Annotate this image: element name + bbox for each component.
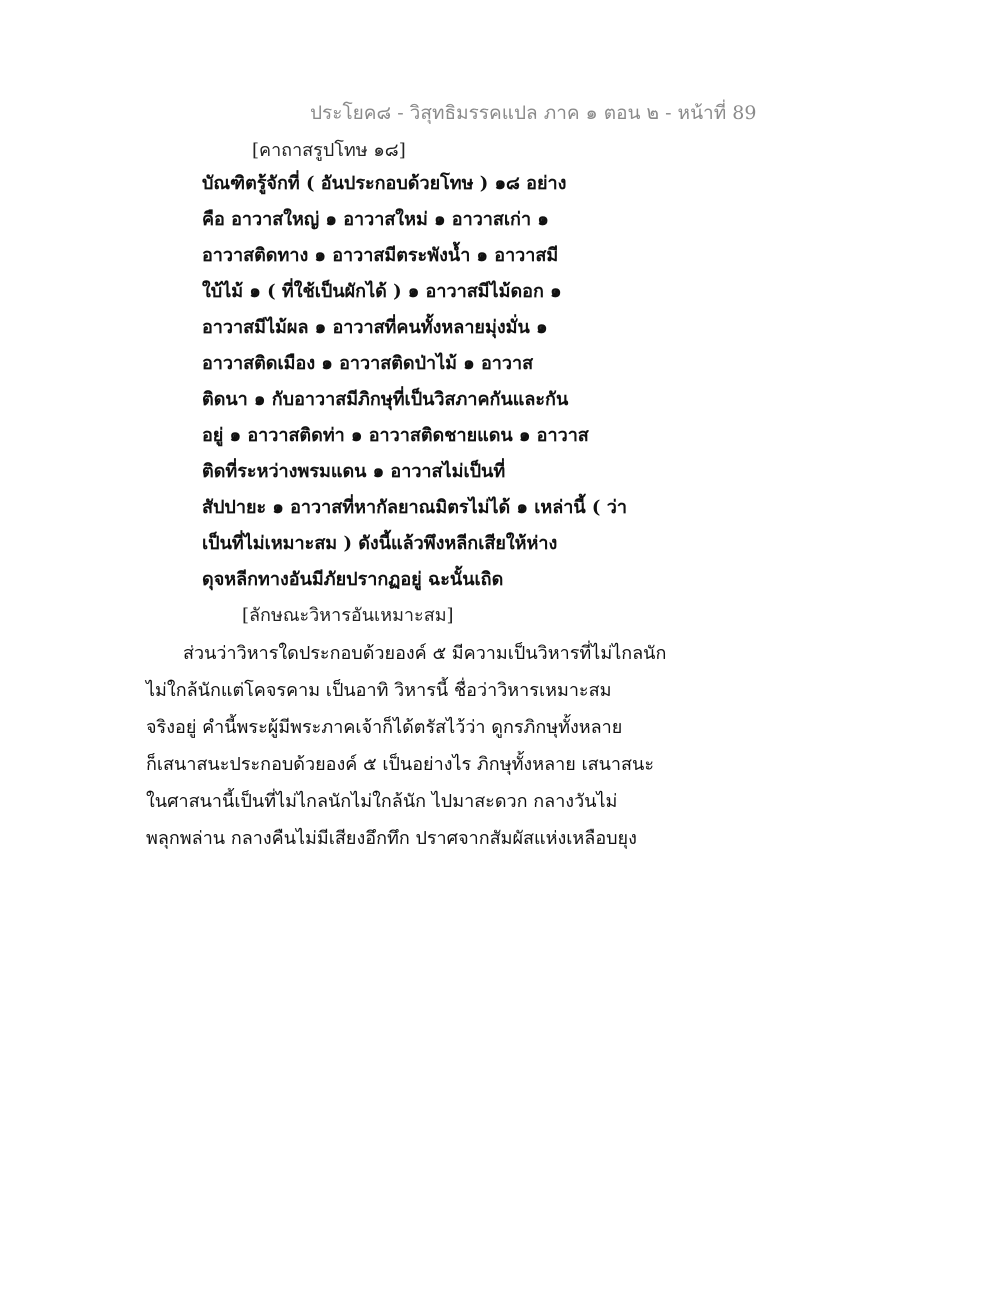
verse-block <box>202 170 627 602</box>
verse-line: ติดนา ๑ กับอาวาสมีภิกษุที่เป็นวิสภาคกันและกัน <box>202 389 569 410</box>
prose-line-text: ไม่ใกล้นักแต่โคจรคาม เป็นอาทิ วิหารนี้ ชื่อว่าวิหารเหมาะสม <box>146 680 612 701</box>
prose-line <box>0 825 1000 862</box>
prose-line <box>0 788 1000 825</box>
verse-line: คือ อาวาสใหญ่ ๑ อาวาสใหม่ ๑ อาวาสเก่า ๑ <box>202 209 549 230</box>
section-heading-defects: [คาถาสรูปโทษ ๑๘] <box>252 140 406 161</box>
prose-line <box>0 714 1000 751</box>
verse-line: สัปปายะ ๑ อาวาสที่หากัลยาณมิตรไม่ได้ ๑ เหล่านี้ ( ว่า <box>202 497 627 518</box>
prose-paragraph <box>0 640 1000 862</box>
verse-line: อาวาสมีไม้ผล ๑ อาวาสที่คนทั้งหลายมุ่งมั่น ๑ <box>202 317 548 338</box>
verse-line: เป็นที่ไม่เหมาะสม ) ดังนี้แล้วพึงหลีกเสียให้ห่าง <box>202 533 558 554</box>
prose-line-text: ก็เสนาสนะประกอบด้วยองค์ ๕ เป็นอย่างไร ภิกษุทั้งหลาย เสนาสนะ <box>146 754 654 775</box>
verse-line: อาวาสติดเมือง ๑ อาวาสติดป่าไม้ ๑ อาวาส <box>202 353 534 374</box>
prose-line <box>0 677 1000 714</box>
verse-line: ติดที่ระหว่างพรมแดน ๑ อาวาสไม่เป็นที่ <box>202 461 506 482</box>
verse-line: ใบ้ไม้ ๑ ( ที่ใช้เป็นผักได้ ) ๑ อาวาสมีไม้ดอก ๑ <box>202 281 562 302</box>
running-header: ประโยค๘ - วิสุทธิมรรคแปล ภาค ๑ ตอน ๒ - หน้าที่ 89 <box>310 102 757 124</box>
verse-line: บัณฑิตรู้จักที่ ( อันประกอบด้วยโทษ ) ๑๘ อย่าง <box>202 173 567 194</box>
prose-line-text: จริงอยู่ คำนี้พระผู้มีพระภาคเจ้าก็ได้ตรัสไว้ว่า ดูกรภิกษุทั้งหลาย <box>146 717 623 738</box>
verse-line: อยู่ ๑ อาวาสติดท่า ๑ อาวาสติดชายแดน ๑ อาวาส <box>202 425 589 446</box>
prose-line-text: พลุกพล่าน กลางคืนไม่มีเสียงอึกทึก ปราศจากสัมผัสแห่งเหลือบยุง <box>146 828 637 849</box>
section-heading-suitable-monastery: [ลักษณะวิหารอันเหมาะสม] <box>242 605 454 626</box>
prose-line-text: ในศาสนานี้เป็นที่ไม่ไกลนักไม่ใกล้นัก ไปมาสะดวก กลางวันไม่ <box>146 791 618 812</box>
verse-line: อาวาสติดทาง ๑ อาวาสมีตระพังน้ำ ๑ อาวาสมี <box>202 245 559 266</box>
verse-line: ดุจหลีกทางอันมีภัยปรากฏอยู่ ฉะนั้นเถิด <box>202 569 504 590</box>
prose-line <box>0 640 1000 677</box>
prose-line-text: ส่วนว่าวิหารใดประกอบด้วยองค์ ๕ มีความเป็นวิหารที่ไม่ไกลนัก <box>183 643 667 664</box>
prose-line <box>0 751 1000 788</box>
